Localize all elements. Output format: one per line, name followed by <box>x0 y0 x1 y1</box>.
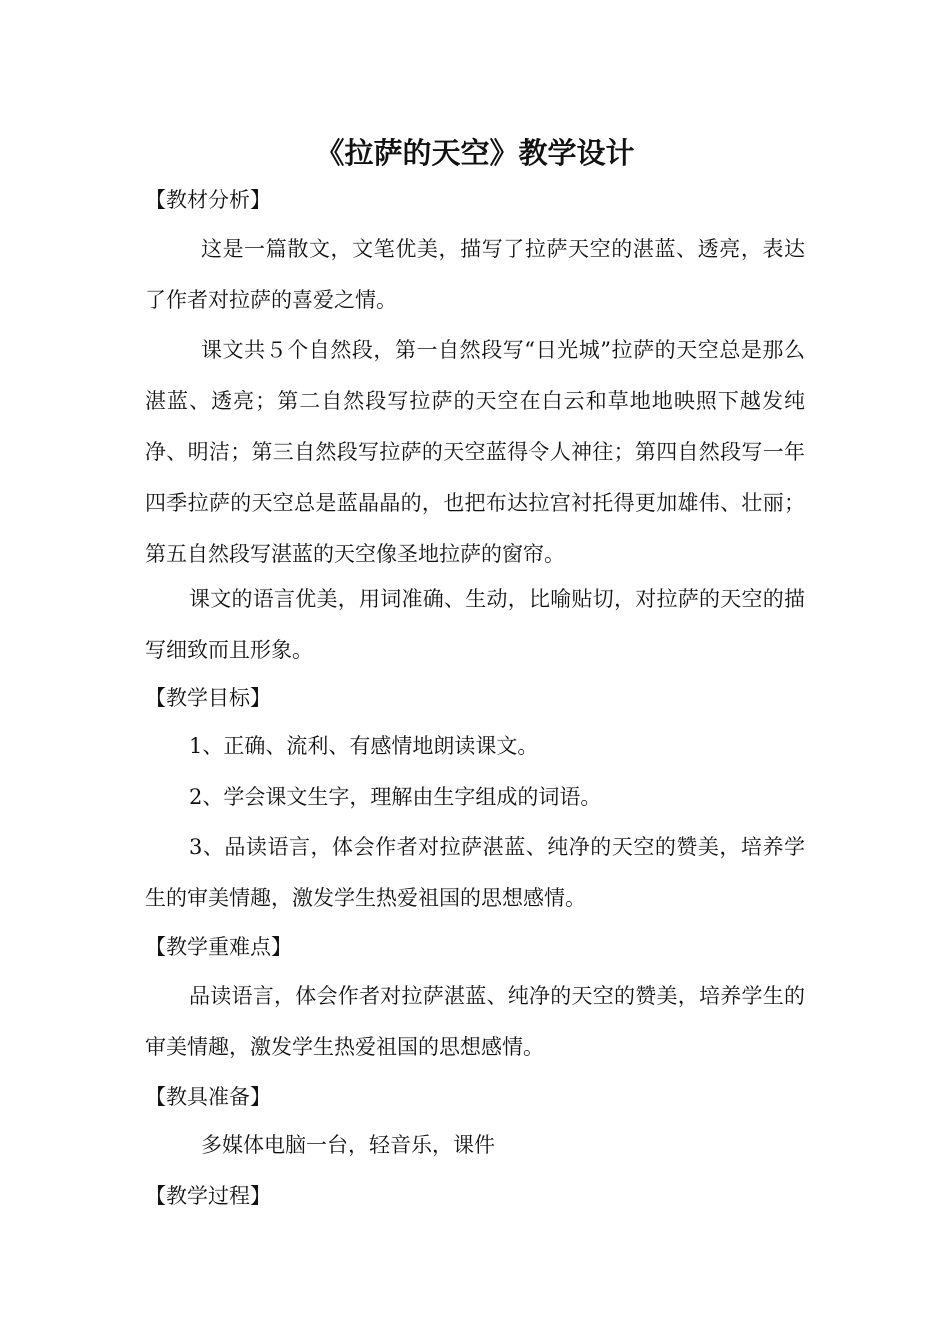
materials-paragraph: 多媒体电脑一台，轻音乐，课件 <box>201 1133 495 1157</box>
key-points-paragraph: 品读语言，体会作者对拉萨湛蓝、纯净的天空的赞美，培养学生的审美情趣，激发学生热爱祖国的思想感情。 <box>145 984 805 1059</box>
analysis-paragraph-3: 课文的语言优美，用词准确、生动，比喻贴切，对拉萨的天空的描写细致而且形象。 <box>145 587 805 662</box>
analysis-paragraph-1: 这是一篇散文，文笔优美，描写了拉萨天空的湛蓝、透亮，表达了作者对拉萨的喜爱之情。 <box>145 237 805 312</box>
analysis-paragraph-2: 课文共５个自然段，第一自然段写“日光城”拉萨的天空总是那么湛蓝、透亮；第二自然段写拉萨的天空在白云和草地地映照下越发纯净、明洁；第三自然段写拉萨的天空蓝得令人神往；第四自然段写一年四季拉萨的天空总是蓝晶晶的，也把布达拉宫衬托得更加雄伟、壮丽；第五自然段写湛蓝的天空像圣地拉萨的窗帘。 <box>145 338 805 566</box>
section-heading-process: 【教学过程】 <box>145 1184 271 1208</box>
section-heading-key-points: 【教学重难点】 <box>145 935 292 959</box>
section-heading-analysis: 【教材分析】 <box>145 188 271 212</box>
section-heading-goals: 【教学目标】 <box>145 686 271 710</box>
goal-item-1: 1、正确、流利、有感情地朗读课文。 <box>189 734 539 758</box>
goal-item-3: 3、品读语言，体会作者对拉萨湛蓝、纯净的天空的赞美，培养学生的审美情趣，激发学生热爱祖国的思想感情。 <box>145 835 805 910</box>
goal-item-2: 2、学会课文生字，理解由生字组成的词语。 <box>189 785 602 809</box>
document-title: 《拉萨的天空》教学设计 <box>315 136 635 170</box>
section-heading-materials: 【教具准备】 <box>145 1085 271 1109</box>
